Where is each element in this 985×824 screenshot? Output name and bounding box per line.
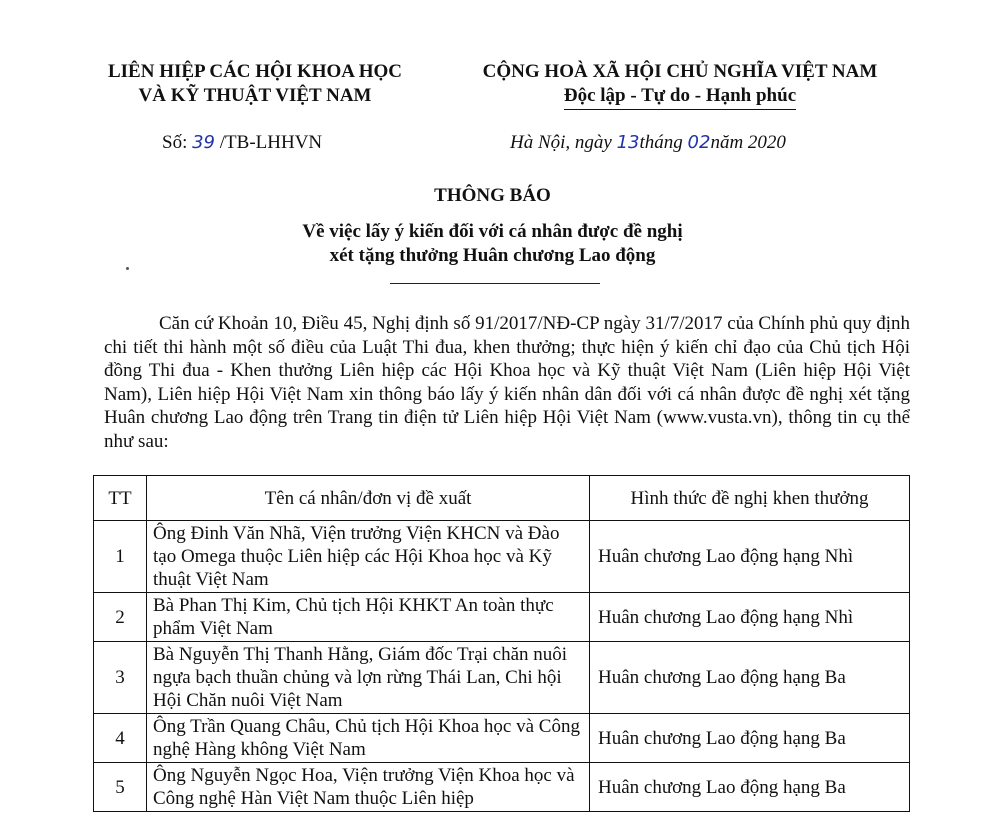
award-form: Huân chương Lao động hạng Ba xyxy=(590,763,910,812)
award-form: Huân chương Lao động hạng Ba xyxy=(590,642,910,714)
table-row xyxy=(94,642,910,714)
issue-date xyxy=(510,132,890,154)
month-label: tháng xyxy=(639,132,683,153)
organization-header xyxy=(80,60,430,108)
row-number: 5 xyxy=(94,763,147,812)
row-number: 4 xyxy=(94,714,147,763)
handwritten-month: 02 xyxy=(687,132,711,153)
nominee-name: Ông Trần Quang Châu, Chủ tịch Hội Khoa học và Công nghệ Hàng không Việt Nam xyxy=(147,714,590,763)
notice-title: THÔNG BÁO xyxy=(434,185,551,206)
subject-line-1: Về việc lấy ý kiến đối với cá nhân được đề nghị xyxy=(302,221,683,242)
handwritten-day: 13 xyxy=(616,132,640,153)
notice-subject xyxy=(0,220,985,268)
body-paragraph: Căn cứ Khoản 10, Điều 45, Nghị định số 91/2017/NĐ-CP ngày 31/7/2017 của Chính phủ quy định chi tiết thi hành một số điều của Luật Thi đua, khen thưởng; thực hiện ý kiến chỉ đạo của Chủ tịch Hội đồng Thi đua - Khen thưởng Liên hiệp các Hội Khoa học và Kỹ thuật Việt Nam (Liên hiệp Hội Việt Nam), Liên hiệp Hội Việt Nam xin thông báo lấy ý kiến nhân dân đối với cá nhân được đề nghị xét tặng Huân chương Lao động trên Trang tin điện tử Liên hiệp Hội Việt Nam (www.vusta.vn), thông tin cụ thể như sau: xyxy=(104,313,910,452)
subject-line-2: xét tặng thưởng Huân chương Lao động xyxy=(329,245,656,266)
date-prefix: Hà Nội, ngày xyxy=(510,132,612,153)
number-label: Số: xyxy=(162,132,188,153)
handwritten-number: 39 xyxy=(192,132,216,153)
nominee-name: Bà Nguyễn Thị Thanh Hằng, Giám đốc Trại chăn nuôi ngựa bạch thuần chủng và lợn rừng Thái Lan, Chi hội Hội Chăn nuôi Việt Nam xyxy=(147,642,590,714)
country-name: CỘNG HOÀ XÃ HỘI CHỦ NGHĨA VIỆT NAM xyxy=(482,61,878,82)
row-number: 1 xyxy=(94,521,147,593)
nominee-name: Ông Nguyễn Ngọc Hoa, Viện trưởng Viện Khoa học và Công nghệ Hàn Việt Nam thuộc Liên hiệp xyxy=(147,763,590,812)
org-line-2: VÀ KỸ THUẬT VIỆT NAM xyxy=(138,85,372,106)
award-form: Huân chương Lao động hạng Ba xyxy=(590,714,910,763)
header-name: Tên cá nhân/đơn vị đề xuất xyxy=(147,476,590,521)
nominee-table xyxy=(93,475,910,812)
row-number: 3 xyxy=(94,642,147,714)
award-form: Huân chương Lao động hạng Nhì xyxy=(590,593,910,642)
national-header xyxy=(440,60,920,110)
nominee-name: Ông Đinh Văn Nhã, Viện trưởng Viện KHCN và Đào tạo Omega thuộc Liên hiệp các Hội Khoa học và Kỹ thuật Việt Nam xyxy=(147,521,590,593)
year-label: năm 2020 xyxy=(710,132,786,153)
nominee-name: Bà Phan Thị Kim, Chủ tịch Hội KHKT An toàn thực phẩm Việt Nam xyxy=(147,593,590,642)
title-underline xyxy=(390,283,600,284)
table-row xyxy=(94,521,910,593)
document-number xyxy=(162,132,322,154)
header-tt: TT xyxy=(94,476,147,521)
number-suffix: /TB-LHHVN xyxy=(219,132,323,153)
scan-speck xyxy=(126,267,129,270)
award-form: Huân chương Lao động hạng Nhì xyxy=(590,521,910,593)
table-header-row xyxy=(94,476,910,521)
header-form: Hình thức đề nghị khen thưởng xyxy=(590,476,910,521)
table-row xyxy=(94,714,910,763)
table-row xyxy=(94,763,910,812)
table-row xyxy=(94,593,910,642)
org-line-1: LIÊN HIỆP CÁC HỘI KHOA HỌC xyxy=(107,61,403,82)
national-motto: Độc lập - Tự do - Hạnh phúc xyxy=(564,84,796,110)
row-number: 2 xyxy=(94,593,147,642)
